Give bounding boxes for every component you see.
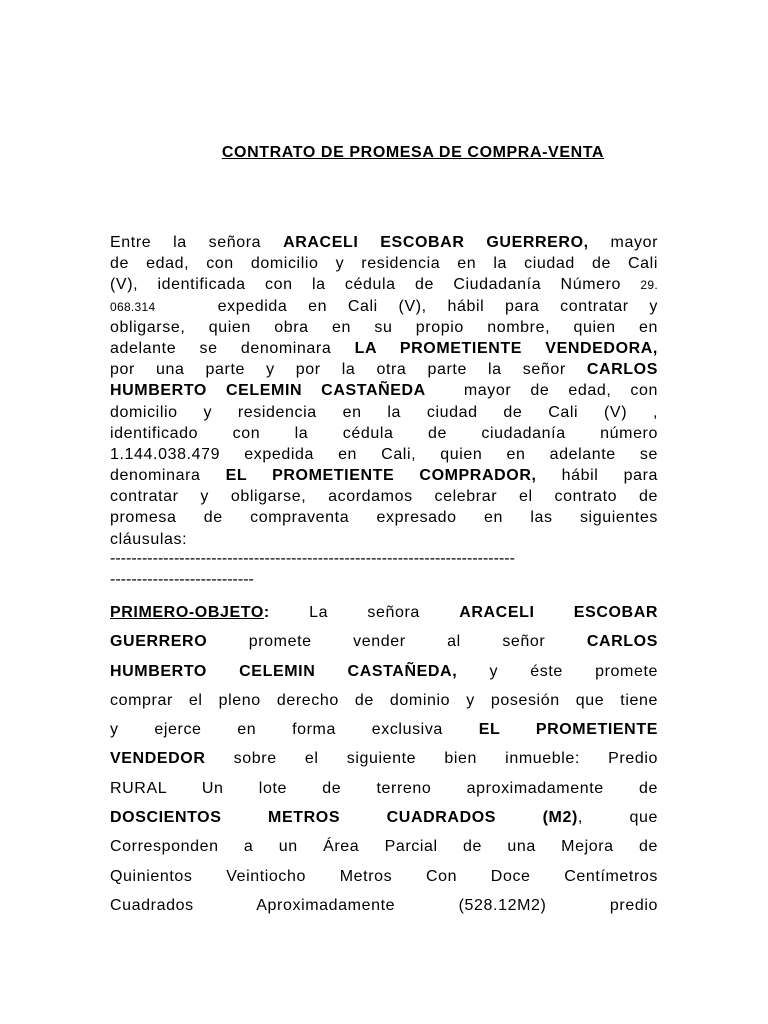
intro-line <box>110 380 658 401</box>
text-run: y éste promete <box>457 662 658 680</box>
text-run: adelante se denominara <box>110 339 355 357</box>
intro-line <box>110 274 658 295</box>
clause-line <box>110 598 658 627</box>
clause-primero <box>110 598 658 920</box>
intro-line <box>110 465 658 486</box>
text-run: hábil para <box>536 467 658 485</box>
buyer-designation: EL PROMETIENTE COMPRADOR, <box>225 467 537 485</box>
intro-line: identificado con la cédula de ciudadanía número <box>110 424 658 442</box>
text-run: promete vender al señor <box>207 633 587 651</box>
document-title: CONTRATO DE PROMESA DE COMPRA-VENTA <box>221 144 605 161</box>
clause-line <box>110 715 658 744</box>
intro-line: cláusulas: <box>110 530 188 548</box>
id-number-fragment: 29. <box>640 278 658 293</box>
clause-line <box>110 803 658 832</box>
separator-line: ---------------------------------------------------------------------------- <box>110 550 515 567</box>
clause-heading-colon: : <box>263 604 270 621</box>
intro-line: contratar y obligarse, acordamos celebrar el contrato de <box>110 488 658 506</box>
seller-designation: VENDEDOR <box>110 750 206 768</box>
clause-line <box>110 744 658 773</box>
text-run: Entre la señora <box>110 234 284 251</box>
text-run: por una parte y por la otra parte la señor <box>110 361 587 379</box>
party-name-buyer: HUMBERTO CELEMIN CASTAÑEDA, <box>110 662 458 680</box>
intro-line: domicilio y residencia en la ciudad de Cali (V) , <box>110 403 658 421</box>
text-run: (V), identificada con la cédula de Ciudadanía Número <box>110 276 641 294</box>
party-name-buyer: CARLOS <box>586 633 658 651</box>
clause-line: comprar el pleno derecho de dominio y posesión que tiene <box>110 691 658 709</box>
clause-line <box>110 627 658 656</box>
text-run: mayor <box>588 234 658 251</box>
intro-line <box>110 296 658 317</box>
clause-line: Cuadrados Aproximadamente (528.12M2) predio <box>110 896 658 914</box>
intro-paragraph <box>110 232 658 550</box>
intro-line <box>110 232 658 253</box>
party-name-seller: ARACELI ESCOBAR <box>459 604 658 621</box>
property-area: DOSCIENTOS METROS CUADRADOS (M2) <box>110 809 578 827</box>
intro-line: promesa de compraventa expresado en las siguientes <box>110 509 658 527</box>
party-name-buyer: CARLOS <box>586 361 658 379</box>
intro-line <box>110 359 658 380</box>
seller-designation: LA PROMETIENTE VENDEDORA, <box>354 339 658 357</box>
text-run: sobre el siguiente bien inmueble: Predio <box>205 750 658 768</box>
text-run: y ejerce en forma exclusiva <box>110 721 479 739</box>
party-name-seller: ARACELI ESCOBAR GUERRERO, <box>283 234 589 251</box>
text-run: mayor de edad, con <box>425 382 658 400</box>
party-name-seller: GUERRERO <box>110 633 208 651</box>
text-run: denominara <box>110 467 226 485</box>
clause-line: Corresponden a un Área Parcial de una Mejora de <box>110 838 658 856</box>
intro-line: de edad, con domicilio y residencia en la ciudad de Cali <box>110 255 658 273</box>
text-run: expedida en Cali (V), hábil para contratar y <box>155 297 658 315</box>
text-run: La señora <box>269 604 460 621</box>
intro-line <box>110 338 658 359</box>
text-run: , que <box>577 809 658 827</box>
clause-line: Quinientos Veintiocho Metros Con Doce Centímetros <box>110 867 658 885</box>
intro-line: obligarse, quien obra en su propio nombre, quien en <box>110 318 658 336</box>
clause-line <box>110 657 658 686</box>
separator-line: --------------------------- <box>110 571 254 588</box>
id-number-fragment: 068.314 <box>110 299 156 314</box>
party-name-buyer: HUMBERTO CELEMIN CASTAÑEDA <box>110 382 426 400</box>
clause-line: RURAL Un lote de terreno aproximadamente de <box>110 779 658 797</box>
seller-designation: EL PROMETIENTE <box>478 721 658 739</box>
clause-heading: PRIMERO-OBJETO <box>110 604 264 621</box>
intro-line: 1.144.038.479 expedida en Cali, quien en adelante se <box>110 445 658 463</box>
